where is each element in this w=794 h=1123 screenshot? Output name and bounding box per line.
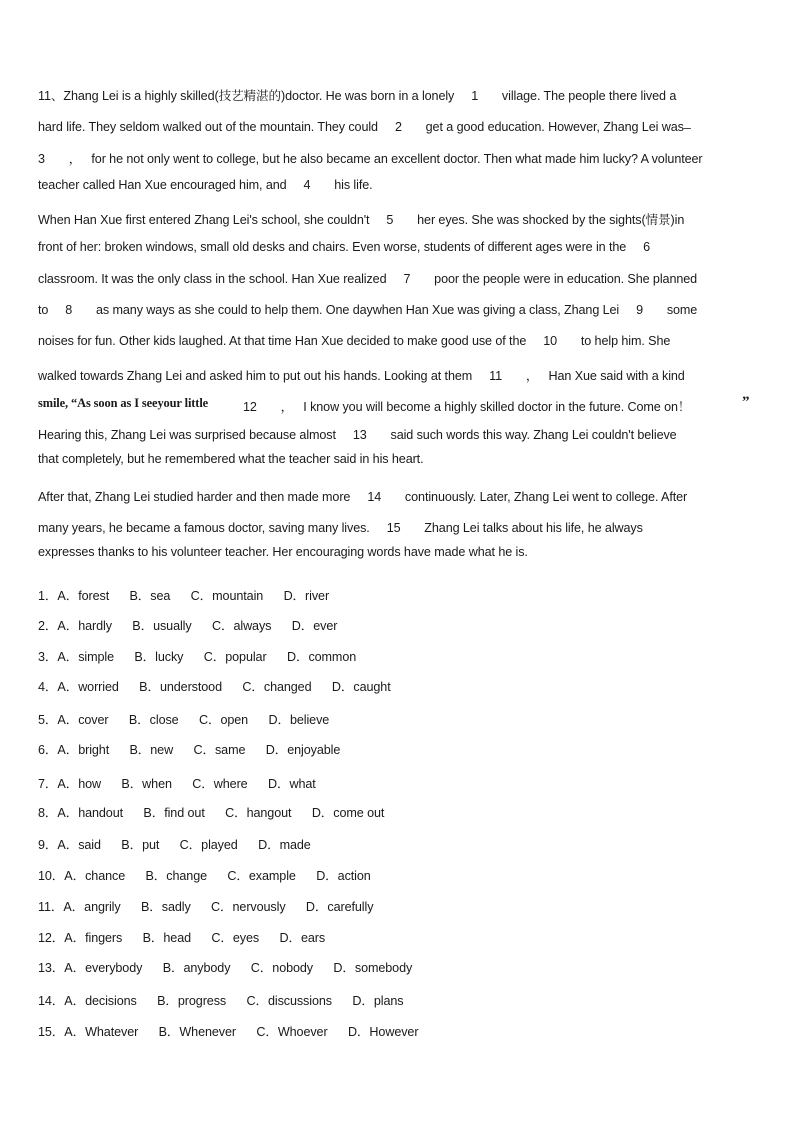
question-options: 9．A．said B．put C．played D．made bbox=[38, 838, 311, 852]
passage-line: classroom. It was the only class in the school. Han Xue realized 7 poor the people were in education. She planned bbox=[38, 272, 698, 286]
passage-line: 3 ， for he not only went to college, but he also became an excellent doctor. Then what made him lucky? A volunteer bbox=[38, 152, 703, 166]
passage-line: 12 ， I know you will become a highly skilled doctor in the future. Come on！ bbox=[226, 400, 691, 414]
passage-line: expresses thanks to his volunteer teacher. Her encouraging words have made what he is. bbox=[38, 545, 528, 559]
question-options: 13．A．everybody B．anybody C．nobody D．somebody bbox=[38, 961, 413, 975]
question-options: 11．A．angrily B．sadly C．nervously D．carefully bbox=[38, 900, 374, 914]
question-options: 5．A．cover B．close C．open D．believe bbox=[38, 713, 330, 727]
question-options: 12．A．fingers B．head C．eyes D．ears bbox=[38, 931, 326, 945]
question-options: 14．A．decisions B．progress C．discussions D．plans bbox=[38, 994, 404, 1008]
passage-line: that completely, but he remembered what the teacher said in his heart. bbox=[38, 452, 424, 466]
question-options: 15．A．Whatever B．Whenever C．Whoever D．However bbox=[38, 1025, 419, 1039]
passage-line: to 8 as many ways as she could to help them. One daywhen Han Xue was giving a class, Zhang Lei 9 some bbox=[38, 303, 698, 317]
passage-line: Hearing this, Zhang Lei was surprised because almost 13 said such words this way. Zhang Lei couldn't believe bbox=[38, 428, 677, 442]
question-options: 7．A．how B．when C．where D．what bbox=[38, 777, 316, 791]
passage-line: After that, Zhang Lei studied harder and then made more 14 continuously. Later, Zhang Lei went to college. After bbox=[38, 490, 688, 504]
passage-line: many years, he became a famous doctor, saving many lives. 15 Zhang Lei talks about his life, he always bbox=[38, 521, 643, 535]
question-options: 6．A．bright B．new C．same D．enjoyable bbox=[38, 743, 341, 757]
quote-mark: ” bbox=[742, 394, 750, 410]
passage-line: noises for fun. Other kids laughed. At that time Han Xue decided to make good use of the 10 to help him. She bbox=[38, 334, 671, 348]
question-options: 4．A．worried B．understood C．changed D．caught bbox=[38, 680, 391, 694]
passage-line: 11、Zhang Lei is a highly skilled(技艺精湛的)doctor. He was born in a lonely 1 village. The people there lived a bbox=[38, 89, 677, 103]
passage-line: hard life. They seldom walked out of the mountain. They could 2 get a good education. However, Zhang Lei was ̶ bbox=[38, 120, 688, 134]
passage-line: teacher called Han Xue encouraged him, and 4 his life. bbox=[38, 178, 373, 192]
passage-line: walked towards Zhang Lei and asked him to put out his hands. Looking at them 11 ， Han Xue said with a kind bbox=[38, 369, 685, 383]
passage-line: When Han Xue first entered Zhang Lei's school, she couldn't 5 her eyes. She was shocked by the sights(情景)in bbox=[38, 213, 685, 227]
question-options: 1．A．forest B．sea C．mountain D．river bbox=[38, 589, 330, 603]
question-options: 3．A．simple B．lucky C．popular D．common bbox=[38, 650, 357, 664]
passage-line: front of her: broken windows, small old desks and chairs. Even worse, students of different ages were in the 6 bbox=[38, 240, 651, 254]
passage-line-quote: smile, “As soon as I seeyour little bbox=[38, 396, 209, 410]
question-options: 8．A．handout B．find out C．hangout D．come out bbox=[38, 806, 385, 820]
question-options: 2．A．hardly B．usually C．always D．ever bbox=[38, 619, 338, 633]
question-options: 10．A．chance B．change C．example D．action bbox=[38, 869, 371, 883]
